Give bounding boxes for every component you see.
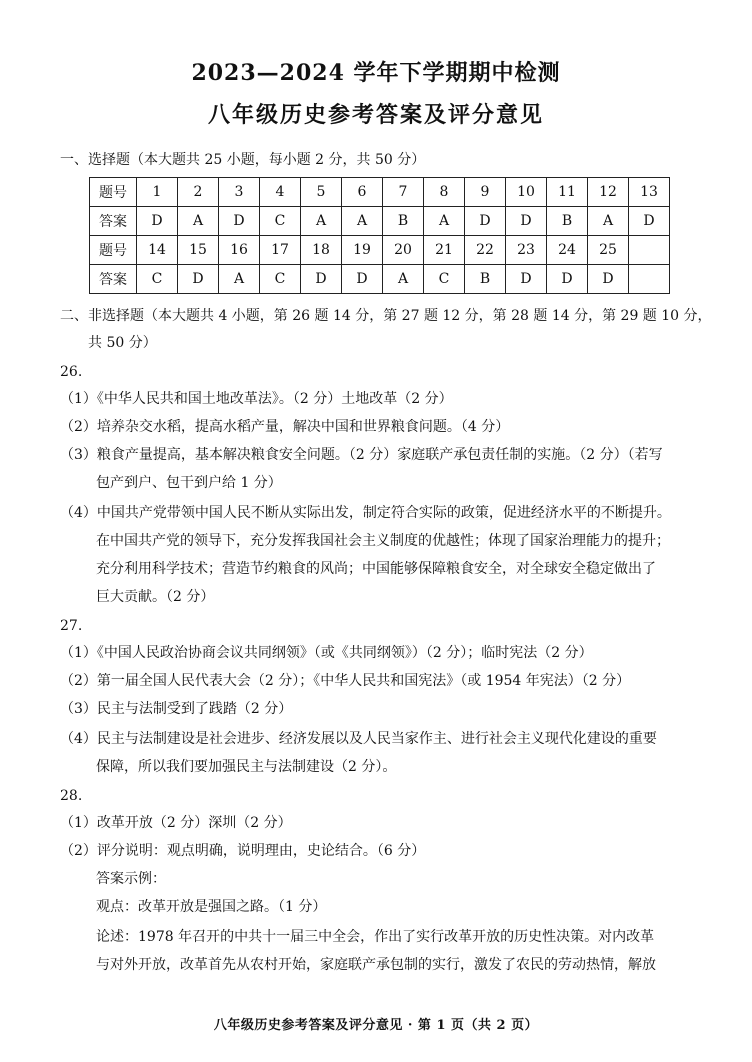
q26-answer-3-line1: （3）粮食产量提高，基本解决粮食安全问题。（2 分）家庭联产承包责任制的实施。（2 分）（若写 — [60, 447, 663, 463]
table-cell: 14 — [137, 236, 178, 265]
table-cell: D — [629, 207, 670, 236]
q27-answer-4-line1: （4）民主与法制建设是社会进步、经济发展以及人民当家作主、进行社会主义现代化建设的重要 — [60, 731, 657, 747]
row-label: 题号 — [90, 236, 137, 265]
table-cell: 18 — [301, 236, 342, 265]
table-cell: A — [588, 207, 629, 236]
q27-answer-2: （2）第一届全国人民代表大会（2 分）；《中华人民共和国宪法》（或 1954 年宪法）（2 分） — [60, 673, 631, 689]
table-cell: C — [260, 207, 301, 236]
table-cell: A — [342, 207, 383, 236]
table-row-answers-1 — [90, 207, 670, 236]
table-cell: 25 — [588, 236, 629, 265]
table-cell: 15 — [178, 236, 219, 265]
table-cell: 4 — [260, 178, 301, 207]
table-cell: 12 — [588, 178, 629, 207]
q26-answer-4-line3: 充分利用科学技术；营造节约粮食的风尚；中国能够保障粮食安全，对全球安全稳定做出了 — [96, 561, 656, 577]
table-cell: D — [137, 207, 178, 236]
answer-table — [89, 177, 670, 294]
table-cell: 6 — [342, 178, 383, 207]
q26-answer-4-line1: （4）中国共产党带领中国人民不断从实际出发，制定符合实际的政策，促进经济水平的不断提升。 — [60, 505, 671, 521]
row-label: 答案 — [90, 265, 137, 294]
table-cell: D — [342, 265, 383, 294]
table-cell: 8 — [424, 178, 465, 207]
table-cell: D — [506, 207, 547, 236]
table-cell: C — [260, 265, 301, 294]
row-label: 题号 — [90, 178, 137, 207]
q28-answer-1: （1）改革开放（2 分）深圳（2 分） — [60, 815, 292, 831]
q28-example-label: 答案示例： — [96, 871, 166, 887]
q27-answer-3: （3）民主与法制受到了践踏（2 分） — [60, 701, 293, 717]
table-row-numbers-2 — [90, 236, 670, 265]
table-cell: B — [547, 207, 588, 236]
table-cell: 5 — [301, 178, 342, 207]
table-cell: 10 — [506, 178, 547, 207]
table-cell: D — [219, 207, 260, 236]
table-cell: 2 — [178, 178, 219, 207]
table-cell: 22 — [465, 236, 506, 265]
table-cell: A — [178, 207, 219, 236]
section2-heading-line1: 二、非选择题（本大题共 4 小题，第 26 题 14 分，第 27 题 12 分，第 28 题 14 分，第 29 题 10 分， — [60, 308, 712, 324]
q28-answer-2: （2）评分说明：观点明确，说明理由，史论结合。（6 分） — [60, 843, 426, 859]
table-cell: D — [178, 265, 219, 294]
q28-argument-line2: 与对外开放，改革首先从农村开始，家庭联产承包制的实行，激发了农民的劳动热情，解放 — [96, 957, 656, 973]
table-cell: C — [137, 265, 178, 294]
table-row-answers-2 — [90, 265, 670, 294]
q26-answer-4-line4: 巨大贡献。（2 分） — [96, 589, 215, 605]
table-cell: 11 — [547, 178, 588, 207]
q28-argument-line1: 论述：1978 年召开的中共十一届三中全会，作出了实行改革开放的历史性决策。对内改革 — [96, 929, 655, 945]
table-cell: B — [383, 207, 424, 236]
table-cell — [629, 236, 670, 265]
table-cell: C — [424, 265, 465, 294]
table-cell: D — [588, 265, 629, 294]
table-cell: 16 — [219, 236, 260, 265]
q26-answer-2: （2）培养杂交水稻，提高水稻产量，解决中国和世界粮食问题。（4 分） — [60, 419, 510, 435]
table-cell: 21 — [424, 236, 465, 265]
document-title-line1: 2023—2024 学年下学期期中检测 — [191, 60, 561, 86]
table-cell — [629, 265, 670, 294]
table-cell: D — [506, 265, 547, 294]
q28-number: 28. — [60, 788, 83, 804]
table-cell: 3 — [219, 178, 260, 207]
table-cell: A — [301, 207, 342, 236]
q28-viewpoint: 观点：改革开放是强国之路。（1 分） — [96, 899, 327, 915]
row-label: 答案 — [90, 207, 137, 236]
section1-heading: 一、选择题（本大题共 25 小题，每小题 2 分，共 50 分） — [60, 152, 426, 168]
table-cell: 13 — [629, 178, 670, 207]
table-cell: 19 — [342, 236, 383, 265]
table-cell: A — [219, 265, 260, 294]
q27-number: 27. — [60, 618, 83, 634]
document-title-line2: 八年级历史参考答案及评分意见 — [207, 102, 544, 128]
table-row-numbers-1 — [90, 178, 670, 207]
q27-answer-4-line2: 保障，所以我们要加强民主与法制建设（2 分）。 — [96, 759, 397, 775]
q26-answer-1: （1）《中华人民共和国土地改革法》。（2 分）土地改革（2 分） — [60, 391, 453, 407]
q27-answer-1: （1）《中国人民政治协商会议共同纲领》（或《共同纲领》）（2 分）；临时宪法（2 分） — [60, 645, 593, 661]
table-cell: 20 — [383, 236, 424, 265]
table-cell: D — [547, 265, 588, 294]
table-cell: 23 — [506, 236, 547, 265]
table-cell: 7 — [383, 178, 424, 207]
table-cell: A — [424, 207, 465, 236]
q26-number: 26. — [60, 364, 83, 380]
section2-heading-line2: 共 50 分） — [88, 335, 157, 351]
table-cell: 24 — [547, 236, 588, 265]
table-cell: D — [301, 265, 342, 294]
q26-answer-4-line2: 在中国共产党的领导下，充分发挥我国社会主义制度的优越性；体现了国家治理能力的提升； — [96, 533, 670, 549]
table-cell: A — [383, 265, 424, 294]
table-cell: 9 — [465, 178, 506, 207]
table-cell: B — [465, 265, 506, 294]
table-cell: D — [465, 207, 506, 236]
table-cell: 17 — [260, 236, 301, 265]
q26-answer-3-line2: 包产到户、包干到户给 1 分） — [96, 475, 282, 491]
table-cell: 1 — [137, 178, 178, 207]
page-footer: 八年级历史参考答案及评分意见 · 第 1 页（共 2 页） — [213, 1018, 539, 1033]
